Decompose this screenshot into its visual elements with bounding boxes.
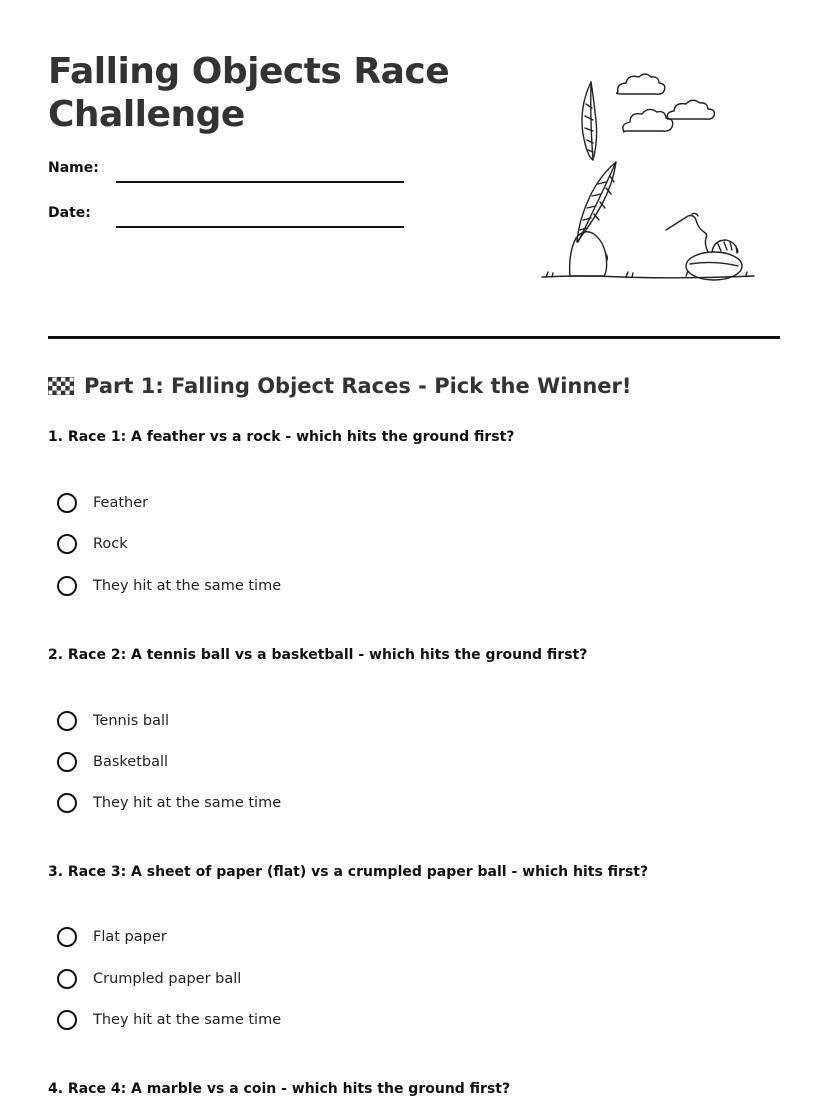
title-line-2: Challenge [48,94,245,135]
feather-icon [577,162,616,242]
name-line[interactable] [116,181,404,183]
question-1: 1. Race 1: A feather vs a rock - which hits the ground first? [48,429,515,445]
date-line[interactable] [116,226,404,228]
question-1-option-rock[interactable] [57,531,128,557]
option-label: They hit at the same time [93,795,282,811]
question-4: 4. Race 4: A marble vs a coin - which hits the ground first? [48,1081,511,1097]
cloud-icon [623,109,673,132]
section-heading [48,374,632,398]
date-label: Date: [48,205,91,221]
feather-icon [582,82,597,160]
option-label: Feather [93,495,149,511]
option-label: Rock [93,536,128,552]
question-1-option-same-time[interactable] [57,573,281,599]
cloud-icon [617,74,665,94]
feather-rock-illustration [536,64,766,289]
title-line-1: Falling Objects Race [48,51,450,92]
page-title [48,50,468,136]
name-field[interactable] [48,160,408,184]
section-title: Part 1: Falling Object Races - Pick the Winner! [84,374,632,398]
option-label: Basketball [93,754,169,770]
question-2: 2. Race 2: A tennis ball vs a basketball - which hits the ground first? [48,647,588,663]
radio-button[interactable] [57,969,77,989]
question-2-option-basketball[interactable] [57,749,168,775]
radio-button[interactable] [57,752,77,772]
ground-line [542,276,754,278]
option-label: They hit at the same time [93,578,282,594]
radio-button[interactable] [57,927,77,947]
question-3-option-crumpled-paper[interactable] [57,966,241,992]
cloud-icon [667,100,714,119]
question-3-option-same-time[interactable] [57,1007,281,1033]
option-label: Tennis ball [93,713,170,729]
question-2-option-tennis-ball[interactable] [57,708,169,734]
option-label: Crumpled paper ball [93,971,242,987]
name-label: Name: [48,160,99,176]
bird-icon [666,213,742,280]
question-3-option-flat-paper[interactable] [57,924,167,950]
option-label: They hit at the same time [93,1012,282,1028]
checkered-flag-icon [48,377,74,395]
radio-button[interactable] [57,793,77,813]
question-3: 3. Race 3: A sheet of paper (flat) vs a crumpled paper ball - which hits first? [48,864,649,880]
radio-button[interactable] [57,1010,77,1030]
rock-icon [570,232,608,276]
radio-button[interactable] [57,576,77,596]
question-1-option-feather[interactable] [57,490,148,516]
radio-button[interactable] [57,534,77,554]
radio-button[interactable] [57,493,77,513]
option-label: Flat paper [93,929,167,945]
question-2-option-same-time[interactable] [57,790,281,816]
section-divider [48,336,780,339]
date-field[interactable] [48,205,408,229]
radio-button[interactable] [57,711,77,731]
